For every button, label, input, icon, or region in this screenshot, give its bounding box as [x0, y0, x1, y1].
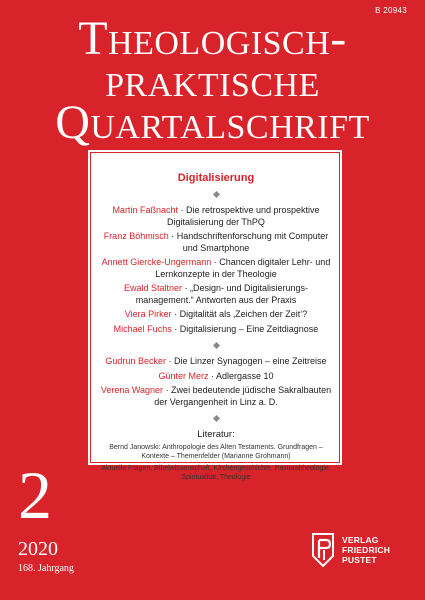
article-entry: [98, 283, 334, 306]
article-title: · Digitalisierung – Eine Zeitdiagnose: [174, 323, 319, 334]
article-author: Martin Faßnacht: [112, 205, 178, 215]
article-author: Franz Böhmisch: [103, 231, 169, 241]
publisher-logo-icon: [310, 532, 336, 568]
article-entry: [98, 385, 334, 408]
article-entry: [98, 257, 334, 280]
issue-number: 2: [18, 457, 52, 533]
section-title: Digitalisierung: [177, 172, 255, 184]
publisher-name: [342, 535, 390, 565]
publisher-block: [310, 532, 390, 568]
masthead-line-1: Theologisch-: [78, 12, 347, 65]
diamond-divider: [212, 342, 219, 349]
article-title: · Die Linzer Synagogen – eine Zeitreise: [168, 356, 327, 366]
masthead-line-3: Quartalschrift: [55, 96, 370, 149]
article-author: Ewald Staltner: [123, 283, 182, 293]
article-entry: [98, 309, 334, 321]
publisher-line-2: FRIEDRICH: [342, 545, 391, 555]
article-entry: [98, 371, 334, 383]
publisher-line-3: PUSTET: [342, 555, 377, 565]
masthead: [0, 12, 425, 149]
diamond-divider: [212, 191, 219, 198]
article-title: · Chancen digitaler Lehr- und Lernkonzepte in der Theologie: [155, 257, 331, 279]
article-list-2: [98, 356, 334, 408]
article-title: · „Design- und Digitalisierungs-management.“ Antworten aus der Praxis: [135, 283, 309, 305]
article-entry: [98, 324, 334, 336]
article-author: Verena Wagner: [100, 385, 164, 395]
article-entry: [98, 356, 334, 368]
publisher-line-1: VERLAG: [342, 535, 379, 545]
article-entry: [98, 205, 334, 228]
literatur-text: Bernd Janowski: Anthropologie des Alten Testaments. Grundfragen – Kontexte – Themenfelder (Marianne Grohmann): [109, 444, 323, 460]
article-title: · Adlergasse 10: [210, 370, 274, 381]
article-author: Viera Pirker: [124, 309, 172, 319]
literatur-heading: Literatur:: [197, 429, 235, 440]
article-author: Annett Giercke-Ungermann: [101, 257, 212, 267]
issue-year: 2020: [18, 538, 58, 560]
article-entry: [98, 231, 334, 254]
literatur-text: Aktuelle Fragen, Bibelwissenschaft, Kirchengeschichte, Pastoraltheologie, Spiritualität, Theologie: [101, 465, 331, 481]
contents-panel: [88, 150, 342, 481]
article-title: · Handschriftenforschung mit Computer und Smartphone: [171, 231, 329, 253]
article-title: · Zwei bedeutende jüdische Sakralbauten der Vergangenheit in Linz a. D.: [154, 385, 332, 407]
journal-code: B 20943: [375, 6, 407, 15]
article-author: Günter Merz: [158, 370, 209, 381]
volume-label: 168. Jahrgang: [18, 563, 74, 574]
article-title: · Digitalität als ‚Zeichen der Zeit‘?: [174, 309, 308, 319]
diamond-divider: [212, 415, 219, 422]
article-title: · Die retrospektive und prospektive Digitalisierung der ThPQ: [167, 205, 320, 227]
masthead-line-2: praktische: [105, 54, 320, 107]
article-list: [98, 205, 334, 335]
article-author: Michael Fuchs: [113, 323, 172, 334]
article-author: Gudrun Becker: [105, 356, 166, 366]
